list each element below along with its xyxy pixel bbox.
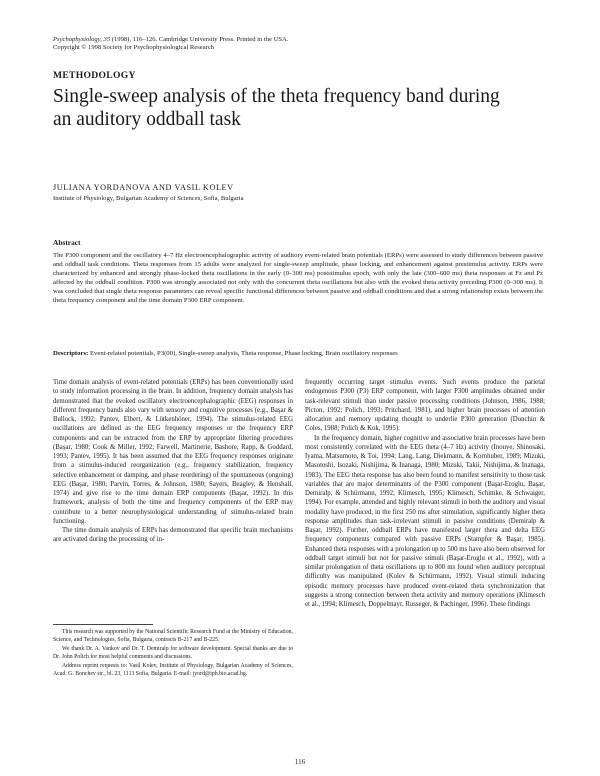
footnote-address: Address reprint requests to: Vasil Kolev, Institute of Physiology, Bulgarian Academy of Sciences, Acad. G. Bonchev str., bl. 23, 1113 Sofia, Bulgaria. E-mail: jyord@iph.bio.acad.bg. [53, 663, 293, 677]
abstract-heading: Abstract [53, 238, 81, 247]
affiliation: Institute of Physiology, Bulgarian Academy of Sciences, Sofia, Bulgaria [53, 195, 244, 202]
citation-line [53, 36, 553, 44]
body-column-left [53, 378, 293, 545]
body-paragraph: The time domain analysis of ERPs has demonstrated that specific brain mechanisms are activated during the processing of in- [53, 527, 293, 544]
copyright-line: Copyright © 1998 Society for Psychophysiological Research [53, 44, 215, 52]
authors: JULIANA YORDANOVA AND VASIL KOLEV [53, 183, 234, 192]
footnotes [53, 629, 293, 681]
article-title: Single-sweep analysis of the theta frequency band during an auditory oddball task [53, 86, 500, 130]
body-paragraph: Time domain analysis of event-related potentials (ERPs) has been conventionally used to study information processing in the brain. In addition, frequency domain analysis has demonstrated that the evoked oscillatory electroencephalographic (EEG) responses in different frequency bands also vary with sensory and cognitive processes (e.g., Başar & Bullock, 1992; Pantev, Elbert, & Lütkenhöner, 1994). The stimulus-related EEG oscillations are defined as the EEG frequency responses or the frequency ERP components and can be extracted from the ERP by appropriate filtering procedures (Başar, 1980; Cook & Miller, 1992; Farwell, Martinerie, Bashore, Rapp, & Goddard, 1993; Pantev, 1995). It has been assumed that the EEG frequency responses originate from a stimulus-induced reorganization (e.g., frequency stabilization, frequency selective enhancement or damping, and phase reordering) of the spontaneous (ongoing) EEG (Başar, 1980; Parvin, Torres, & Johnson, 1980; Sayers, Beagley, & Henshall, 1974) and give rise to the time domain ERP components (Başar, 1992). In this framework, analysis of both the time and frequency components of the ERP may contribute to a better neurophysiological understanding of stimulus-related brain functioning. [53, 379, 293, 525]
body-paragraph: frequently occurring target stimulus events. Such events produce the parietal endogenous P300 (P3) ERP component, with larger P300 amplitudes obtained under task-relevant stimuli than under passive processing conditions (Johnson, 1986, 1988; Picton, 1992; Polich, 1993; Pritchard, 1981), and higher brain processes of attention allocation and memory updating thought to underlie P300 generation (Donchin & Coles, 1988; Polich & Kok, 1995). [305, 379, 545, 433]
journal-name: Psychophysiology, 35 [53, 36, 111, 43]
footnote-divider [53, 624, 153, 625]
abstract-text: The P300 component and the oscillatory 4–7 Hz electroencephalographic activity of auditory event-related brain potentials (ERPs) were assessed to study differences between passive and oddball task conditions. Theta responses from 15 adults were analyzed for single-sweep amplitude, phase locking, and enhancement against prestimulus activity. ERPs were characterized by enhanced and strongly phase-locked theta oscillations in the early (0–300 ms) poststimulus epoch, with only the late (300–600 ms) theta responses at Fz and Pz affected by the oddball condition. P300 was strongly associated not only with the concurrent theta oscillations but also with the evoked theta activity preceding P300 (0–300 ms). It was concluded that single theta response parameters can reveal specific functional differences between passive and oddball conditions and that a strong relationship exists between the theta frequency component and the time domain P300 ERP component. [53, 252, 543, 305]
descriptors [53, 349, 543, 358]
descriptors-text: Event-related potentials, P3(00), Single-sweep analysis, Theta response, Phase locking, Brain oscillatory responses [88, 350, 398, 357]
page-number: 116 [294, 758, 306, 766]
footnote-funding: This research was supported by the National Scientific Research Fund at the Ministry of Education, Science, and Technologies, Sofia, Bulgaria, contracts B-217 and B-225. [53, 629, 294, 643]
footnote-acknowledgments: We thank Dr. A. Vankov and Dr. T. Demiralp for software development. Special thanks are due to Dr. John Polich for most helpful comments and discussions. [53, 646, 293, 660]
body-column-right [305, 378, 545, 609]
journal-header [53, 36, 553, 53]
section-label: METHODOLOGY [53, 70, 136, 81]
body-paragraph: In the frequency domain, higher cognitive and associative brain processes have been most consistently correlated with the EEG theta (4–7 Hz) activity (Inouye, Shinosaki, Iyama, Matsumoto, & Toi, 1994; Lang, Lang, Diekmann, & Kornhuber, 1989; Mizuki, Masotoshi, Isozaki, Nishijima, & Inanaga, 1980; Mizuki, Takii, Nishijima, & Inanaga, 1983). The EEG theta response has also been found to manifest sensitivity to those task variables that are major determinants of the P300 component (Başar-Eroglu, Başar, Demiralp, & Schürmann, 1992; Klimesch, 1995; Klimesch, Schimke, & Schwaiger, 1994). For example, attended and highly relevant stimuli in both the auditory and visual modality have produced, in the first 250 ms after stimulation, significantly higher theta response amplitudes than task-irrelevant stimuli in passive conditions (Demiralp & Başar, 1992). Further, oddball ERPs have manifested larger theta and delta EEG frequency components compared with passive ERPs (Stampfer & Başar, 1985). Enhanced theta responses with a prolongation up to 500 ms have also been observed for oddball target stimuli but not for passive stimuli (Başar-Eroglu et al., 1992), with a similar prolongation of theta oscillations up to 800 ms found when auditory perceptual difficulty was manipulated (Kolev & Schürmann, 1992). Visual stimuli inducing episodic memory processes have produced event-related theta synchronization that suggests a strong connection between theta activity and memory operations (Klimesch et al., 1994; Klimesch, Doppelmayr, Russeger, & Pachinger, 1996). These findings [305, 434, 545, 608]
citation-details: (1998), 116–126. Cambridge University Press. Printed in the USA. [110, 36, 289, 43]
descriptors-label: Descriptors: [53, 350, 89, 357]
